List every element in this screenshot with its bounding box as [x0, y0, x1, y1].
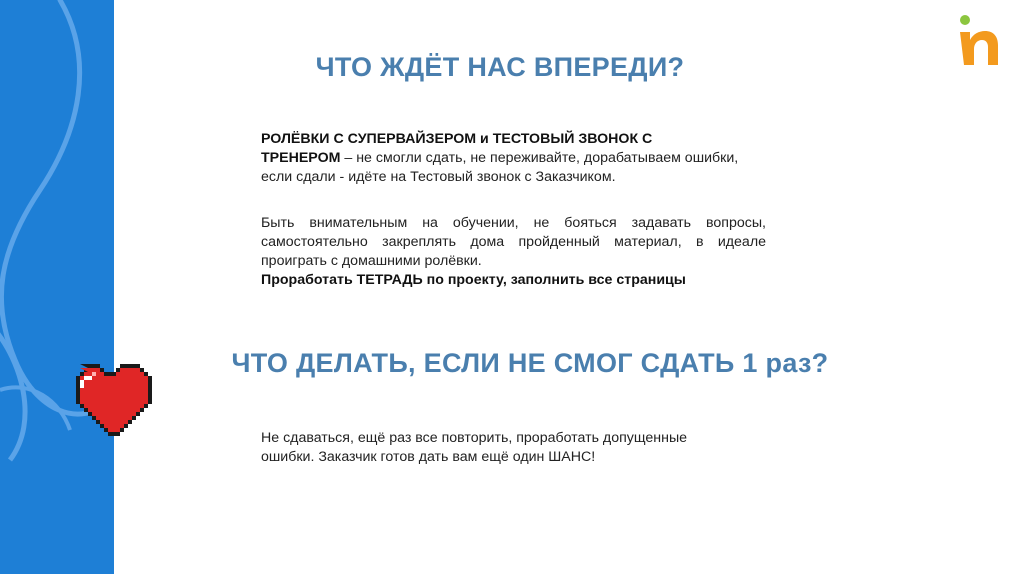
- paragraph-notebook: Проработать ТЕТРАДЬ по проекту, заполнить все страницы: [261, 272, 686, 288]
- side-decor-panel: [0, 0, 114, 574]
- paragraph-roleplay-rest: – не смогли сдать, не переживайте, дорабатываем ошибки, если сдали - идёте на Тестовый звонок с Заказчиком.: [261, 150, 739, 185]
- paragraph-training-advice: Быть внимательным на обучении, не бояться задавать вопросы, самостоятельно закреплять дома пройденный материал, в идеале проиграть с домашними ролёвки.: [261, 215, 766, 269]
- paragraph-roleplay-bold-line: РОЛЁВКИ С СУПЕРВАЙЗЕРОМ и ТЕСТОВЫЙ ЗВОНОК С: [261, 131, 653, 147]
- section-title-if-failed: ЧТО ДЕЛАТЬ, ЕСЛИ НЕ СМОГ СДАТЬ 1 раз?: [231, 348, 829, 378]
- decor-wave-lines: [0, 0, 114, 574]
- paragraph-roleplay-bold-word: ТРЕНЕРОМ: [261, 150, 341, 166]
- pixel-heart-icon: [68, 360, 152, 436]
- section-title-ahead: ЧТО ЖДЁТ НАС ВПЕРЕДИ?: [315, 52, 685, 82]
- paragraph-roleplay: [261, 130, 766, 187]
- paragraph-dont-give-up: Не сдаваться, ещё раз все повторить, проработать допущенные ошибки. Заказчик готов дать вам ещё один ШАНС!: [261, 430, 688, 465]
- brand-logo-icon: [958, 14, 1000, 66]
